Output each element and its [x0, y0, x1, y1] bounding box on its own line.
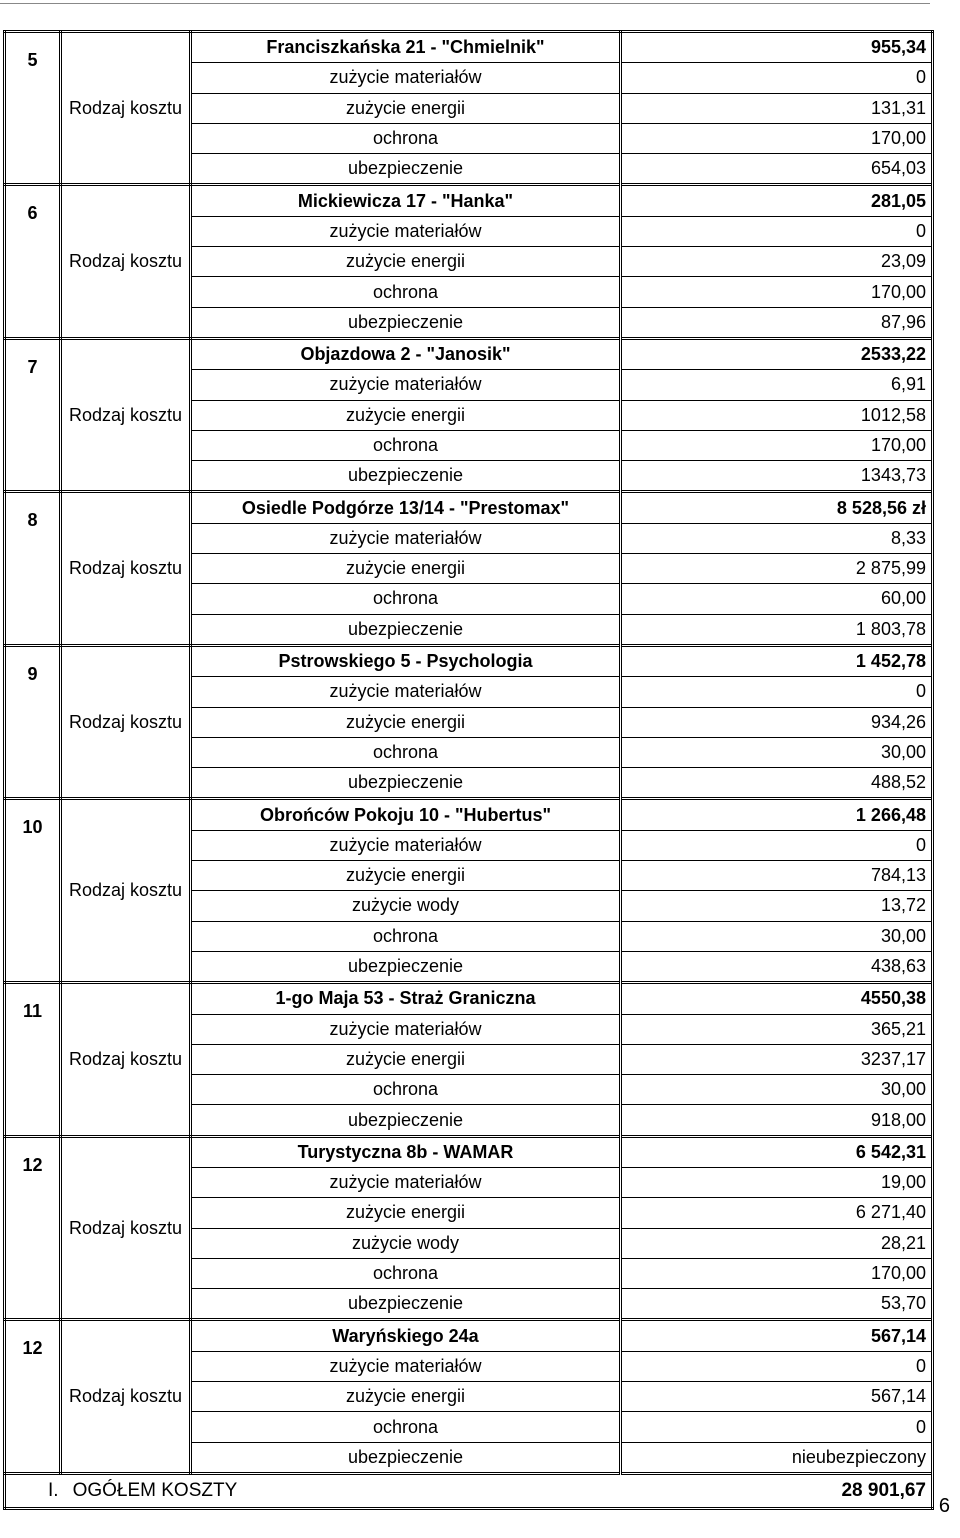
section-number: 5 — [5, 32, 61, 185]
cost-item-label: ochrona — [191, 277, 621, 307]
cost-item-label: ochrona — [191, 737, 621, 767]
section-header-row — [5, 1320, 933, 1351]
cost-item-value: 170,00 — [621, 123, 933, 153]
cost-item-label: zużycie materiałów — [191, 63, 621, 93]
cost-item-value: 1012,58 — [621, 400, 933, 430]
cost-type-label: Rodzaj kosztu — [61, 32, 191, 185]
cost-item-label: ubezpieczenie — [191, 951, 621, 982]
cost-item-label: zużycie materiałów — [191, 1351, 621, 1381]
cost-item-value: 488,52 — [621, 768, 933, 799]
cost-item-label: zużycie energii — [191, 93, 621, 123]
cost-item-value: 53,70 — [621, 1289, 933, 1320]
cost-type-label: Rodzaj kosztu — [61, 983, 191, 1136]
section-number: 11 — [5, 983, 61, 1136]
cost-item-label: zużycie energii — [191, 1382, 621, 1412]
cost-item-label: zużycie materiałów — [191, 370, 621, 400]
cost-item-label: ubezpieczenie — [191, 461, 621, 492]
location-name: 1-go Maja 53 - Straż Graniczna — [191, 983, 621, 1014]
section-header-row — [5, 185, 933, 216]
cost-item-label: ochrona — [191, 584, 621, 614]
cost-item-label: zużycie energii — [191, 707, 621, 737]
cost-type-label: Rodzaj kosztu — [61, 1320, 191, 1473]
grand-total-prefix: I. — [48, 1480, 59, 1502]
cost-item-value: 934,26 — [621, 707, 933, 737]
cost-item-value: 30,00 — [621, 921, 933, 951]
cost-item-value: 0 — [621, 63, 933, 93]
cost-item-value: 87,96 — [621, 307, 933, 338]
cost-item-label: ochrona — [191, 921, 621, 951]
location-name: Objazdowa 2 - "Janosik" — [191, 338, 621, 369]
location-name: Turystyczna 8b - WAMAR — [191, 1136, 621, 1167]
cost-item-value: 30,00 — [621, 737, 933, 767]
cost-item-label: ochrona — [191, 1075, 621, 1105]
cost-item-label: ubezpieczenie — [191, 1442, 621, 1473]
section-number: 9 — [5, 645, 61, 798]
top-rule — [0, 3, 930, 4]
section-header-row — [5, 32, 933, 63]
location-name: Mickiewicza 17 - "Hanka" — [191, 185, 621, 216]
location-name: Obrońców Pokoju 10 - "Hubertus" — [191, 799, 621, 830]
cost-item-value: 60,00 — [621, 584, 933, 614]
section-header-row — [5, 645, 933, 676]
cost-item-label: zużycie energii — [191, 554, 621, 584]
cost-item-value: 131,31 — [621, 93, 933, 123]
section-header-row — [5, 338, 933, 369]
cost-item-value: 1 803,78 — [621, 614, 933, 645]
cost-item-value: 170,00 — [621, 430, 933, 460]
cost-table — [3, 30, 934, 1510]
cost-type-label: Rodzaj kosztu — [61, 799, 191, 983]
cost-item-value: 784,13 — [621, 861, 933, 891]
cost-item-label: ubezpieczenie — [191, 154, 621, 185]
cost-item-value: nieubezpieczony — [621, 1442, 933, 1473]
grand-total-text: OGÓŁEM KOSZTY — [72, 1480, 238, 1502]
cost-item-label: zużycie materiałów — [191, 1014, 621, 1044]
cost-item-label: zużycie energii — [191, 1044, 621, 1074]
cost-item-value: 1343,73 — [621, 461, 933, 492]
section-header-row — [5, 799, 933, 830]
section-number: 10 — [5, 799, 61, 983]
cost-item-label: ochrona — [191, 1412, 621, 1442]
section-number: 7 — [5, 338, 61, 491]
cost-item-label: zużycie materiałów — [191, 1167, 621, 1197]
cost-item-label: zużycie materiałów — [191, 523, 621, 553]
cost-item-label: zużycie materiałów — [191, 677, 621, 707]
location-total: 1 452,78 — [621, 645, 933, 676]
cost-item-value: 438,63 — [621, 951, 933, 982]
location-name: Waryńskiego 24a — [191, 1320, 621, 1351]
section-number: 12 — [5, 1320, 61, 1473]
cost-item-value: 654,03 — [621, 154, 933, 185]
cost-item-label: ubezpieczenie — [191, 614, 621, 645]
location-name: Franciszkańska 21 - "Chmielnik" — [191, 32, 621, 63]
cost-type-label: Rodzaj kosztu — [61, 645, 191, 798]
cost-item-label: ubezpieczenie — [191, 1289, 621, 1320]
cost-item-value: 28,21 — [621, 1228, 933, 1258]
location-name: Pstrowskiego 5 - Psychologia — [191, 645, 621, 676]
cost-table-body — [5, 32, 933, 1474]
cost-item-label: ochrona — [191, 123, 621, 153]
cost-item-label: ubezpieczenie — [191, 307, 621, 338]
page-number: 6 — [938, 1495, 950, 1517]
cost-item-label: ochrona — [191, 430, 621, 460]
cost-item-value: 8,33 — [621, 523, 933, 553]
cost-item-value: 23,09 — [621, 247, 933, 277]
cost-item-value: 0 — [621, 1351, 933, 1381]
section-number: 8 — [5, 492, 61, 645]
section-number: 12 — [5, 1136, 61, 1320]
cost-item-value: 13,72 — [621, 891, 933, 921]
section-header-row — [5, 492, 933, 523]
cost-item-value: 30,00 — [621, 1075, 933, 1105]
location-total: 8 528,56 zł — [621, 492, 933, 523]
cost-item-value: 6,91 — [621, 370, 933, 400]
cost-item-value: 170,00 — [621, 277, 933, 307]
cost-type-label: Rodzaj kosztu — [61, 338, 191, 491]
cost-item-value: 19,00 — [621, 1167, 933, 1197]
cost-item-value: 6 271,40 — [621, 1198, 933, 1228]
cost-item-value: 0 — [621, 216, 933, 246]
cost-item-label: zużycie energii — [191, 247, 621, 277]
grand-total-row — [5, 1473, 933, 1508]
cost-item-value: 2 875,99 — [621, 554, 933, 584]
grand-total-value: 28 901,67 — [621, 1473, 933, 1508]
grand-total-label — [5, 1473, 621, 1508]
cost-item-value: 0 — [621, 1412, 933, 1442]
cost-item-label: ubezpieczenie — [191, 1105, 621, 1136]
cost-type-label: Rodzaj kosztu — [61, 492, 191, 645]
cost-item-label: ubezpieczenie — [191, 768, 621, 799]
cost-item-value: 170,00 — [621, 1258, 933, 1288]
cost-item-value: 3237,17 — [621, 1044, 933, 1074]
cost-item-value: 0 — [621, 677, 933, 707]
cost-item-value: 0 — [621, 830, 933, 860]
section-number: 6 — [5, 185, 61, 338]
location-total: 4550,38 — [621, 983, 933, 1014]
cost-item-label: ochrona — [191, 1258, 621, 1288]
location-total: 955,34 — [621, 32, 933, 63]
cost-type-label: Rodzaj kosztu — [61, 185, 191, 338]
cost-item-label: zużycie energii — [191, 1198, 621, 1228]
cost-item-value: 365,21 — [621, 1014, 933, 1044]
location-name: Osiedle Podgórze 13/14 - "Prestomax" — [191, 492, 621, 523]
location-total: 567,14 — [621, 1320, 933, 1351]
cost-type-label: Rodzaj kosztu — [61, 1136, 191, 1320]
cost-item-value: 918,00 — [621, 1105, 933, 1136]
section-header-row — [5, 1136, 933, 1167]
cost-item-label: zużycie energii — [191, 861, 621, 891]
location-total: 6 542,31 — [621, 1136, 933, 1167]
location-total: 1 266,48 — [621, 799, 933, 830]
cost-item-label: zużycie wody — [191, 1228, 621, 1258]
cost-item-label: zużycie wody — [191, 891, 621, 921]
cost-item-label: zużycie energii — [191, 400, 621, 430]
cost-item-value: 567,14 — [621, 1382, 933, 1412]
location-total: 281,05 — [621, 185, 933, 216]
cost-item-label: zużycie materiałów — [191, 830, 621, 860]
section-header-row — [5, 983, 933, 1014]
cost-item-label: zużycie materiałów — [191, 216, 621, 246]
location-total: 2533,22 — [621, 338, 933, 369]
